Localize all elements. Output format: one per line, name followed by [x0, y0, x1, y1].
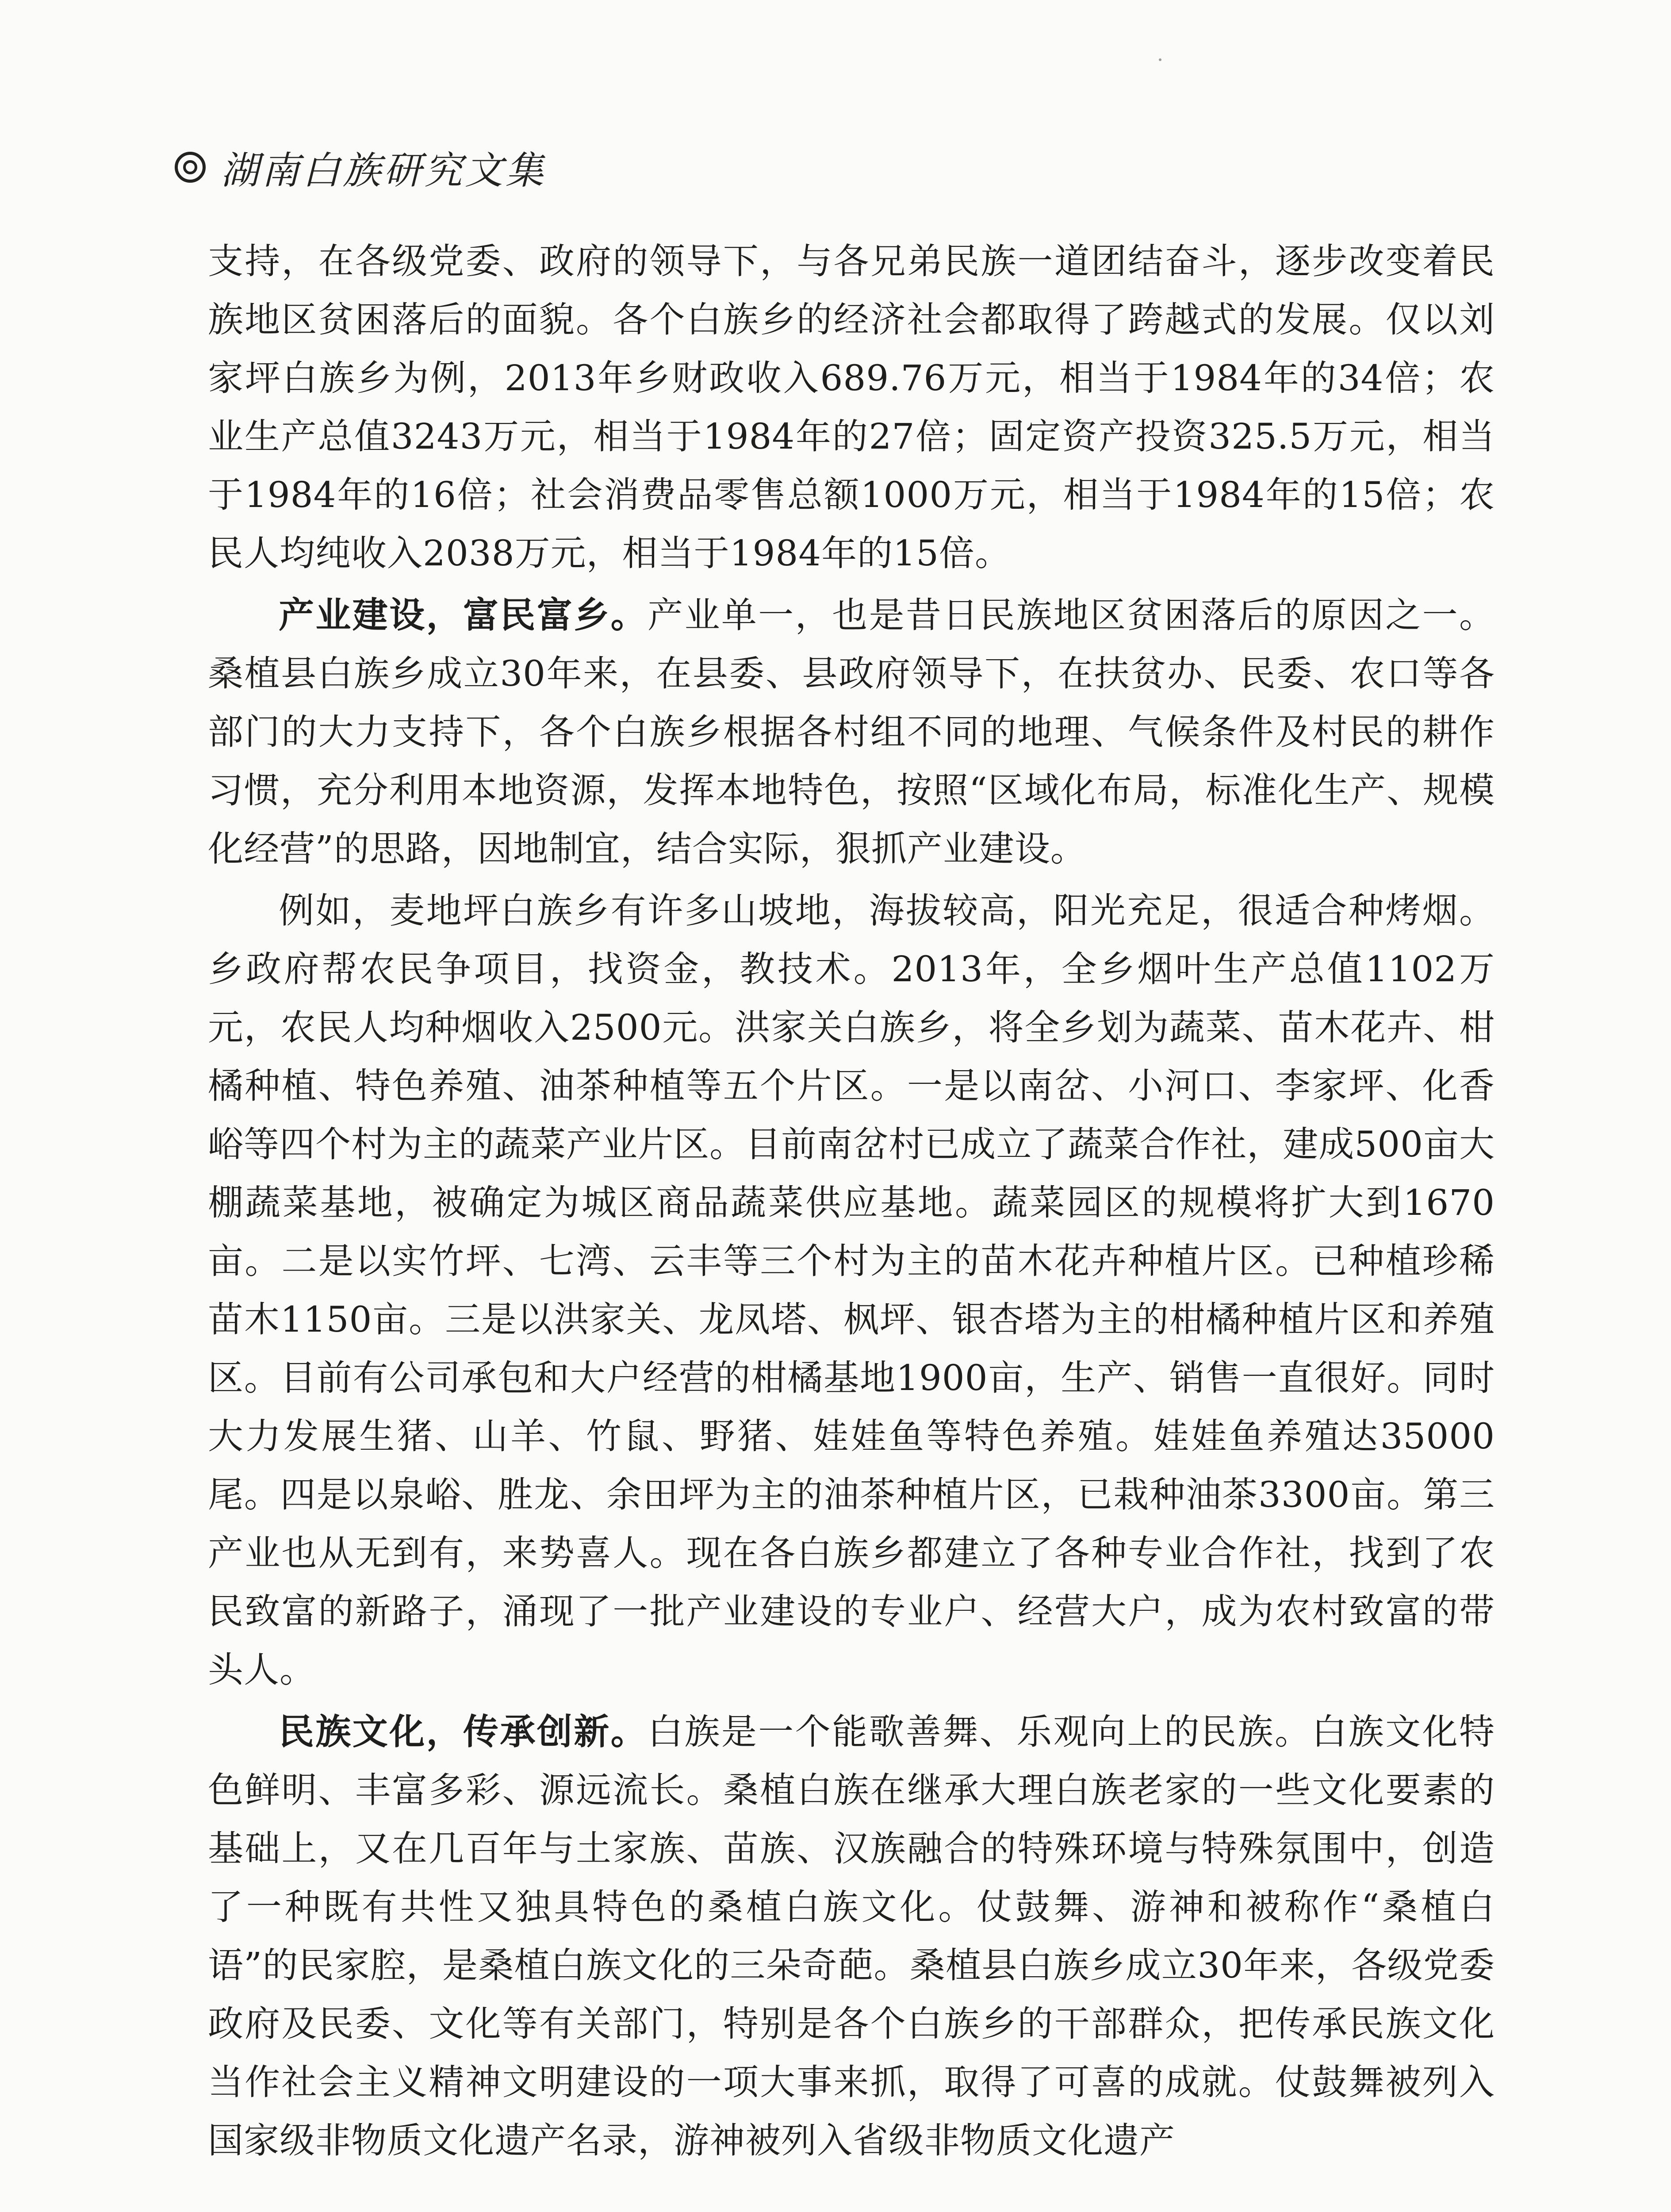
paragraph-4-text: 白族是一个能歌善舞、乐观向上的民族。白族文化特色鲜明、丰富多彩、源远流长。桑植白族在继承大理白族老家的一些文化要素的基础上，又在几百年与土家族、苗族、汉族融合的特殊环境与特殊氛围中，创造了一种既有共性又独具特色的桑植白族文化。仗鼓舞、游神和被称作“桑植白语”的民家腔，是桑植白族文化的三朵奇葩。桑植县白族乡成立30年来，各级党委政府及民委、文化等有关部门，特别是各个白族乡的干部群众，把传承民族文化当作社会主义精神文明建设的一项大事来抓，取得了可喜的成就。仗鼓舞被列入国家级非物质文化遗产名录，游神被列入省级非物质文化遗产: [208, 1711, 1495, 2161]
paragraph-2-lead: 产业建设，富民富乡。: [279, 595, 648, 636]
paragraph-2: [208, 586, 1495, 878]
paragraph-1-text: 支持，在各级党委、政府的领导下，与各兄弟民族一道团结奋斗，逐步改变着民族地区贫困落后的面貌。各个白族乡的经济社会都取得了跨越式的发展。仅以刘家坪白族乡为例，2013年乡财政收入689.76万元，相当于1984年的34倍；农业生产总值3243万元，相当于1984年的27倍；固定资产投资325.5万元，相当于1984年的16倍；社会消费品零售总额1000万元，相当于1984年的15倍；农民人均纯收入2038万元，相当于1984年的15倍。: [208, 241, 1495, 574]
paragraph-3: [208, 882, 1495, 1699]
paragraph-4: [208, 1703, 1495, 2170]
running-header-title: 湖南白族研究文集: [221, 149, 546, 193]
scan-speck: [1159, 58, 1161, 61]
body-text: [208, 232, 1495, 2174]
double-circle-icon: [175, 152, 206, 183]
paragraph-4-lead: 民族文化，传承创新。: [279, 1711, 648, 1752]
running-header: [175, 141, 546, 194]
paragraph-1: [208, 232, 1495, 583]
paragraph-2-text: 产业单一，也是昔日民族地区贫困落后的原因之一。桑植县白族乡成立30年来，在县委、县政府领导下，在扶贫办、民委、农口等各部门的大力支持下，各个白族乡根据各村组不同的地理、气候条件及村民的耕作习惯，充分利用本地资源，发挥本地特色，按照“区域化布局，标准化生产、规模化经营”的思路，因地制宜，结合实际，狠抓产业建设。: [208, 595, 1495, 869]
paragraph-3-text: 例如，麦地坪白族乡有许多山坡地，海拔较高，阳光充足，很适合种烤烟。乡政府帮农民争项目，找资金，教技术。2013年，全乡烟叶生产总值1102万元，农民人均种烟收入2500元。洪家关白族乡，将全乡划为蔬菜、苗木花卉、柑橘种植、特色养殖、油茶种植等五个片区。一是以南岔、小河口、李家坪、化香峪等四个村为主的蔬菜产业片区。目前南岔村已成立了蔬菜合作社，建成500亩大棚蔬菜基地，被确定为城区商品蔬菜供应基地。蔬菜园区的规模将扩大到1670亩。二是以实竹坪、七湾、云丰等三个村为主的苗木花卉种植片区。已种植珍稀苗木1150亩。三是以洪家关、龙凤塔、枫坪、银杏塔为主的柑橘种植片区和养殖区。目前有公司承包和大户经营的柑橘基地1900亩，生产、销售一直很好。同时大力发展生猪、山羊、竹鼠、野猪、娃娃鱼等特色养殖。娃娃鱼养殖达35000尾。四是以泉峪、胜龙、余田坪为主的油茶种植片区，已栽种油茶3300亩。第三产业也从无到有，来势喜人。现在各白族乡都建立了各种专业合作社，找到了农民致富的新路子，涌现了一批产业建设的专业户、经营大户，成为农村致富的带头人。: [208, 890, 1495, 1690]
